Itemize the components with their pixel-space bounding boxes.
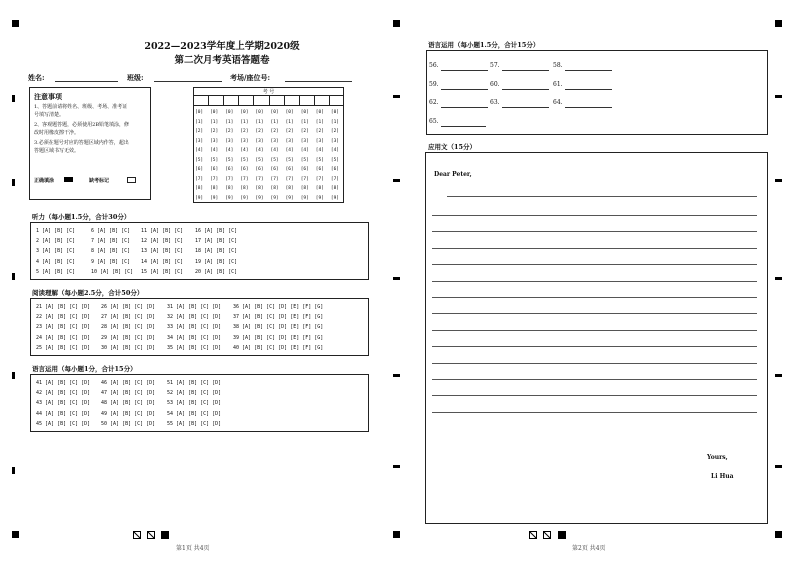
timing-mark [393, 179, 400, 182]
exam-digit-bubble[interactable]: [3] [210, 138, 219, 144]
exam-digit-bubble[interactable]: [9] [255, 195, 264, 201]
answer-option-row[interactable]: 36 [A] [B] [C] [D] [E] [F] [G] [233, 304, 324, 310]
grid-column-divider [269, 95, 270, 105]
timing-mark [12, 95, 15, 102]
exam-digit-bubble[interactable]: [6] [225, 167, 234, 172]
exam-digit-bubble[interactable]: [3] [195, 138, 204, 144]
answer-option-row[interactable]: 43 [A] [B] [C] [D] [36, 400, 91, 407]
writing-line[interactable] [432, 231, 757, 232]
exam-digit-bubble[interactable]: [1] [255, 119, 264, 125]
grid-column-divider [314, 95, 315, 105]
answer-option-row[interactable]: 33 [A] [B] [C] [D] [167, 324, 222, 331]
exam-digit-bubble[interactable]: [8] [195, 186, 204, 191]
exam-digit-bubble[interactable]: [4] [285, 148, 294, 153]
exam-digit-bubble[interactable]: [4] [330, 148, 340, 153]
exam-digit-bubble[interactable]: [1] [300, 119, 309, 125]
exam-digit-bubble[interactable]: [7] [255, 176, 264, 182]
exam-digit-bubble[interactable]: [5] [300, 157, 309, 163]
exam-digit-bubble[interactable]: [0] [255, 110, 264, 115]
exam-digit-bubble[interactable]: [2] [225, 129, 234, 134]
exam-digit-bubble[interactable]: [2] [300, 129, 309, 134]
fill-in-answer-line[interactable] [565, 89, 612, 90]
timing-mark [12, 372, 15, 379]
answer-option-row[interactable]: 37 [A] [B] [C] [D] [E] [F] [G] [233, 314, 324, 321]
timing-mark [775, 277, 782, 280]
fill-in-number: 63. [490, 99, 500, 106]
grid-column-divider [238, 95, 239, 105]
page-subtitle: 第二次月考英语答题卷 [174, 55, 270, 66]
notes-line: 2、客观题答题，必须使用2B铅笔填涂，修 [34, 122, 130, 128]
answer-option-row[interactable]: 26 [A] [B] [C] [D] [101, 304, 156, 310]
missing-label: 缺考标记 [89, 178, 110, 184]
answer-option-row[interactable]: 29 [A] [B] [C] [D] [101, 334, 156, 341]
timing-mark [775, 465, 782, 468]
exam-digit-bubble[interactable]: [9] [210, 195, 219, 201]
answer-option-row[interactable]: 16 [A] [B] [C] [195, 228, 238, 234]
answer-option-row[interactable]: 46 [A] [B] [C] [D] [101, 380, 156, 386]
fill-in-answer-line[interactable] [502, 89, 549, 90]
exam-number-header: 考 号 [262, 89, 275, 95]
fill-in-answer-line[interactable] [441, 107, 488, 108]
exam-digit-bubble[interactable]: [0] [315, 110, 324, 115]
writing-line[interactable] [432, 395, 757, 396]
exam-digit-bubble[interactable]: [2] [195, 129, 204, 134]
exam-digit-bubble[interactable]: [7] [270, 176, 279, 182]
answer-option-row[interactable]: 20 [A] [B] [C] [195, 268, 238, 275]
exam-digit-bubble[interactable]: [5] [270, 157, 279, 163]
answer-option-row[interactable]: 38 [A] [B] [C] [D] [E] [F] [G] [233, 324, 324, 331]
exam-digit-bubble[interactable]: [1] [330, 119, 340, 125]
fill-in-answer-line[interactable] [441, 70, 488, 71]
page-marker [558, 531, 566, 539]
writing-signature: Li Hua [711, 473, 734, 480]
seat-field[interactable] [285, 81, 352, 82]
exam-digit-bubble[interactable]: [5] [225, 157, 234, 163]
exam-digit-bubble[interactable]: [2] [210, 129, 219, 134]
exam-digit-bubble[interactable]: [2] [285, 129, 294, 134]
exam-digit-bubble[interactable]: [4] [210, 148, 219, 153]
answer-option-row[interactable]: 27 [A] [B] [C] [D] [101, 314, 156, 321]
exam-digit-bubble[interactable]: [5] [285, 157, 294, 163]
writing-closing: Yours, [707, 454, 728, 461]
notes-line: 1、答题前请将姓名、班级、考场、准考证 [34, 104, 128, 110]
exam-digit-bubble[interactable]: [5] [240, 157, 249, 163]
exam-digit-bubble[interactable]: [1] [270, 119, 279, 125]
fill-in-answer-line[interactable] [565, 70, 612, 71]
page-marker [543, 531, 551, 539]
answer-option-row[interactable]: 24 [A] [B] [C] [D] [36, 334, 91, 341]
answer-option-row[interactable]: 28 [A] [B] [C] [D] [101, 324, 156, 331]
answer-option-row[interactable]: 18 [A] [B] [C] [195, 248, 238, 255]
class-label: 班级: [127, 73, 144, 82]
answer-option-row[interactable]: 48 [A] [B] [C] [D] [101, 400, 156, 407]
writing-line[interactable] [432, 346, 757, 347]
corner-mark [393, 531, 400, 538]
answer-option-row[interactable]: 41 [A] [B] [C] [D] [36, 380, 91, 386]
timing-mark [12, 273, 15, 280]
fill-in-number: 64. [553, 99, 563, 106]
page-title: 2022—2023学年度上学期2020级 [144, 41, 300, 52]
answer-option-row[interactable]: 5 [A] [B] [C] [36, 268, 76, 275]
timing-mark [393, 277, 400, 280]
fill-in-number: 58. [553, 62, 563, 69]
fill-in-number: 56. [429, 62, 439, 69]
exam-digit-bubble[interactable]: [7] [225, 176, 234, 182]
answer-option-row[interactable]: 7 [A] [B] [C] [91, 238, 131, 245]
exam-digit-bubble[interactable]: [0] [210, 110, 219, 115]
fill-in-number: 60. [490, 81, 500, 88]
exam-digit-bubble[interactable]: [4] [315, 148, 324, 153]
reading-title: 阅读理解（每小题2.5分，合计50分） [32, 289, 144, 297]
fill-in-number: 59. [429, 81, 439, 88]
exam-digit-bubble[interactable]: [7] [315, 176, 324, 182]
writing-line[interactable] [432, 379, 757, 380]
language-use-2-box [426, 50, 768, 135]
exam-digit-bubble[interactable]: [0] [240, 110, 249, 115]
answer-option-row[interactable]: 21 [A] [B] [C] [D] [36, 304, 91, 310]
exam-digit-bubble[interactable]: [0] [270, 110, 279, 115]
grid-column-divider [208, 95, 209, 105]
corner-mark [12, 20, 19, 27]
page-number-1: 第1页 共4页 [176, 545, 210, 552]
exam-digit-bubble[interactable]: [7] [330, 176, 340, 182]
corner-mark [393, 20, 400, 27]
writing-line[interactable] [432, 313, 757, 314]
exam-digit-bubble[interactable]: [8] [285, 186, 294, 191]
timing-mark [12, 467, 15, 474]
answer-option-row[interactable]: 9 [A] [B] [C] [91, 258, 131, 265]
timing-mark [393, 95, 400, 98]
timing-mark [775, 95, 782, 98]
exam-digit-bubble[interactable]: [6] [210, 167, 219, 172]
answer-option-row[interactable]: 8 [A] [B] [C] [91, 248, 131, 255]
grid-column-divider [223, 95, 224, 105]
fill-in-number: 65. [429, 118, 439, 125]
exam-digit-bubble[interactable]: [1] [315, 119, 324, 125]
answer-option-row[interactable]: 15 [A] [B] [C] [141, 268, 184, 275]
answer-option-row[interactable]: 30 [A] [B] [C] [D] [101, 344, 156, 351]
answer-option-row[interactable]: 22 [A] [B] [C] [D] [36, 314, 91, 321]
answer-option-row[interactable]: 31 [A] [B] [C] [D] [167, 304, 222, 310]
exam-digit-bubble[interactable]: [3] [315, 138, 324, 144]
exam-digit-bubble[interactable]: [0] [330, 110, 340, 115]
answer-option-row[interactable]: 52 [A] [B] [C] [D] [167, 390, 222, 397]
writing-line[interactable] [432, 248, 757, 249]
exam-digit-bubble[interactable]: [4] [195, 148, 204, 153]
grid-column-divider [329, 95, 330, 105]
exam-digit-bubble[interactable]: [4] [255, 148, 264, 153]
exam-digit-bubble[interactable]: [9] [285, 195, 294, 201]
exam-digit-bubble[interactable]: [0] [225, 110, 234, 115]
missing-checkbox[interactable] [127, 177, 136, 183]
fill-in-number: 62. [429, 99, 439, 106]
exam-digit-bubble[interactable]: [7] [195, 176, 204, 182]
timing-mark [775, 374, 782, 377]
fill-in-number: 57. [490, 62, 500, 69]
exam-digit-bubble[interactable]: [8] [300, 186, 309, 191]
exam-digit-bubble[interactable]: [3] [285, 138, 294, 144]
exam-digit-bubble[interactable]: [8] [315, 186, 324, 191]
answer-option-row[interactable]: 17 [A] [B] [C] [195, 238, 238, 245]
exam-digit-bubble[interactable]: [6] [285, 167, 294, 172]
exam-digit-bubble[interactable]: [1] [225, 119, 234, 125]
answer-option-row[interactable]: 25 [A] [B] [C] [D] [36, 344, 91, 351]
answer-option-row[interactable]: 13 [A] [B] [C] [141, 248, 184, 255]
exam-digit-bubble[interactable]: [2] [255, 129, 264, 134]
exam-digit-bubble[interactable]: [6] [195, 167, 204, 172]
writing-line[interactable] [447, 196, 757, 197]
exam-digit-bubble[interactable]: [3] [240, 138, 249, 144]
answer-option-row[interactable]: 54 [A] [B] [C] [D] [167, 410, 222, 417]
exam-digit-bubble[interactable]: [6] [315, 167, 324, 172]
fill-example-label: 正确填涂 [34, 178, 55, 184]
exam-digit-bubble[interactable]: [9] [225, 195, 234, 201]
writing-box [425, 152, 768, 524]
timing-mark [775, 179, 782, 182]
answer-option-row[interactable]: 44 [A] [B] [C] [D] [36, 410, 91, 417]
writing-line[interactable] [432, 363, 757, 364]
grid-column-divider [284, 95, 285, 105]
writing-line[interactable] [432, 215, 757, 216]
grid-column-divider [299, 95, 300, 105]
exam-digit-bubble[interactable]: [6] [270, 167, 279, 172]
exam-digit-bubble[interactable]: [7] [300, 176, 309, 182]
notes-line: 号填写清楚。 [34, 112, 65, 118]
class-field[interactable] [154, 81, 222, 82]
exam-digit-bubble[interactable]: [9] [330, 195, 340, 201]
exam-digit-bubble[interactable]: [3] [225, 138, 234, 144]
exam-digit-bubble[interactable]: [8] [330, 186, 340, 191]
answer-option-row[interactable]: 10 [A] [B] [C] [91, 268, 134, 275]
timing-mark [393, 374, 400, 377]
answer-option-row[interactable]: 55 [A] [B] [C] [D] [167, 420, 222, 427]
exam-digit-bubble[interactable]: [0] [285, 110, 294, 115]
answer-option-row[interactable]: 42 [A] [B] [C] [D] [36, 390, 91, 397]
notes-line: 答题区域书写无效。 [34, 148, 80, 154]
writing-line[interactable] [432, 281, 757, 282]
corner-mark [775, 20, 782, 27]
exam-digit-bubble[interactable]: [3] [300, 138, 309, 144]
name-label: 姓名: [28, 73, 45, 82]
exam-digit-bubble[interactable]: [5] [255, 157, 264, 163]
page-marker [133, 531, 141, 539]
exam-digit-bubble[interactable]: [2] [315, 129, 324, 134]
writing-greeting: Dear Peter, [434, 171, 472, 178]
exam-digit-bubble[interactable]: [2] [240, 129, 249, 134]
answer-option-row[interactable]: 49 [A] [B] [C] [D] [101, 410, 156, 417]
page-marker [529, 531, 537, 539]
exam-digit-bubble[interactable]: [6] [255, 167, 264, 172]
exam-digit-bubble[interactable]: [4] [270, 148, 279, 153]
answer-option-row[interactable]: 45 [A] [B] [C] [D] [36, 420, 91, 427]
answer-option-row[interactable]: 2 [A] [B] [C] [36, 238, 76, 245]
answer-option-row[interactable]: 12 [A] [B] [C] [141, 238, 184, 245]
exam-digit-bubble[interactable]: [3] [270, 138, 279, 144]
exam-digit-bubble[interactable]: [0] [195, 110, 204, 115]
exam-digit-bubble[interactable]: [7] [210, 176, 219, 182]
seat-label: 考场/座位号: [230, 73, 271, 82]
exam-digit-bubble[interactable]: [8] [255, 186, 264, 191]
exam-digit-bubble[interactable]: [1] [210, 119, 219, 125]
answer-option-row[interactable]: 34 [A] [B] [C] [D] [167, 334, 222, 341]
exam-digit-bubble[interactable]: [8] [240, 186, 249, 191]
exam-digit-bubble[interactable]: [8] [210, 186, 219, 191]
writing-line[interactable] [432, 330, 757, 331]
corner-mark [12, 531, 19, 538]
exam-digit-bubble[interactable]: [6] [240, 167, 249, 172]
answer-option-row[interactable]: 47 [A] [B] [C] [D] [101, 390, 156, 397]
exam-digit-bubble[interactable]: [2] [330, 129, 340, 134]
page-marker [161, 531, 169, 539]
writing-title: 应用文（15分） [428, 143, 477, 151]
exam-digit-bubble[interactable]: [4] [240, 148, 249, 153]
writing-line[interactable] [432, 297, 757, 298]
notes-title: 注意事项 [34, 92, 62, 101]
timing-mark [393, 465, 400, 468]
answer-option-row[interactable]: 19 [A] [B] [C] [195, 258, 238, 265]
exam-digit-bubble[interactable]: [1] [285, 119, 294, 125]
exam-digit-bubble[interactable]: [5] [330, 157, 340, 163]
answer-option-row[interactable]: 23 [A] [B] [C] [D] [36, 324, 91, 331]
grid-column-divider [253, 95, 254, 105]
language-use-1-title: 语言运用（每小题1分，合计15分） [32, 365, 137, 373]
answer-option-row[interactable]: 4 [A] [B] [C] [36, 258, 76, 265]
exam-digit-bubble[interactable]: [9] [240, 195, 249, 201]
exam-digit-bubble[interactable]: [6] [330, 167, 340, 172]
answer-option-row[interactable]: 3 [A] [B] [C] [36, 248, 76, 255]
fill-in-answer-line[interactable] [502, 107, 549, 108]
exam-digit-bubble[interactable]: [8] [270, 186, 279, 191]
exam-digit-bubble[interactable]: [4] [300, 148, 309, 153]
notes-line: 改时用橡皮擦干净。 [34, 130, 80, 136]
answer-option-row[interactable]: 51 [A] [B] [C] [D] [167, 380, 222, 386]
answer-option-row[interactable]: 11 [A] [B] [C] [141, 228, 184, 234]
exam-digit-bubble[interactable]: [6] [300, 167, 309, 172]
corner-mark [775, 531, 782, 538]
exam-digit-bubble[interactable]: [2] [270, 129, 279, 134]
exam-digit-bubble[interactable]: [4] [225, 148, 234, 153]
answer-option-row[interactable]: 39 [A] [B] [C] [D] [E] [F] [G] [233, 334, 324, 341]
exam-digit-bubble[interactable]: [3] [255, 138, 264, 144]
exam-digit-bubble[interactable]: [0] [300, 110, 309, 115]
exam-digit-bubble[interactable]: [9] [270, 195, 279, 201]
fill-in-answer-line[interactable] [441, 89, 488, 90]
exam-digit-bubble[interactable]: [1] [240, 119, 249, 125]
exam-digit-bubble[interactable]: [5] [315, 157, 324, 163]
answer-option-row[interactable]: 50 [A] [B] [C] [D] [101, 420, 156, 427]
answer-option-row[interactable]: 40 [A] [B] [C] [D] [E] [F] [G] [233, 344, 324, 351]
timing-mark [12, 179, 15, 186]
writing-line[interactable] [432, 264, 757, 265]
exam-digit-bubble[interactable]: [8] [225, 186, 234, 191]
writing-line[interactable] [432, 412, 757, 413]
exam-digit-bubble[interactable]: [9] [300, 195, 309, 201]
answer-option-row[interactable]: 53 [A] [B] [C] [D] [167, 400, 222, 407]
listening-title: 听力（每小题1.5分，合计30分） [32, 213, 131, 221]
answer-option-row[interactable]: 6 [A] [B] [C] [91, 228, 131, 234]
fill-in-number: 61. [553, 81, 563, 88]
name-field[interactable] [55, 81, 118, 82]
fill-in-answer-line[interactable] [565, 107, 612, 108]
answer-option-row[interactable]: 32 [A] [B] [C] [D] [167, 314, 222, 321]
fill-in-answer-line[interactable] [502, 70, 549, 71]
page-marker [147, 531, 155, 539]
exam-digit-bubble[interactable]: [9] [315, 195, 324, 201]
page-number-2: 第2页 共4页 [572, 545, 606, 552]
language-use-2-title: 语言运用（每小题1.5分，合计15分） [428, 41, 540, 49]
answer-option-row[interactable]: 1 [A] [B] [C] [36, 228, 76, 234]
exam-digit-bubble[interactable]: [7] [285, 176, 294, 182]
answer-option-row[interactable]: 14 [A] [B] [C] [141, 258, 184, 265]
notes-line: 3.必须在题号对应的答题区域内作答，超出 [34, 140, 129, 146]
exam-digit-bubble[interactable]: [3] [330, 138, 340, 144]
answer-option-row[interactable]: 35 [A] [B] [C] [D] [167, 344, 222, 351]
exam-digit-bubble[interactable]: [5] [210, 157, 219, 163]
exam-digit-bubble[interactable]: [5] [195, 157, 204, 163]
exam-digit-bubble[interactable]: [9] [195, 195, 204, 201]
exam-digit-bubble[interactable]: [1] [195, 119, 204, 125]
fill-in-answer-line[interactable] [441, 126, 486, 127]
exam-digit-bubble[interactable]: [7] [240, 176, 249, 182]
fill-example-swatch [64, 177, 73, 182]
